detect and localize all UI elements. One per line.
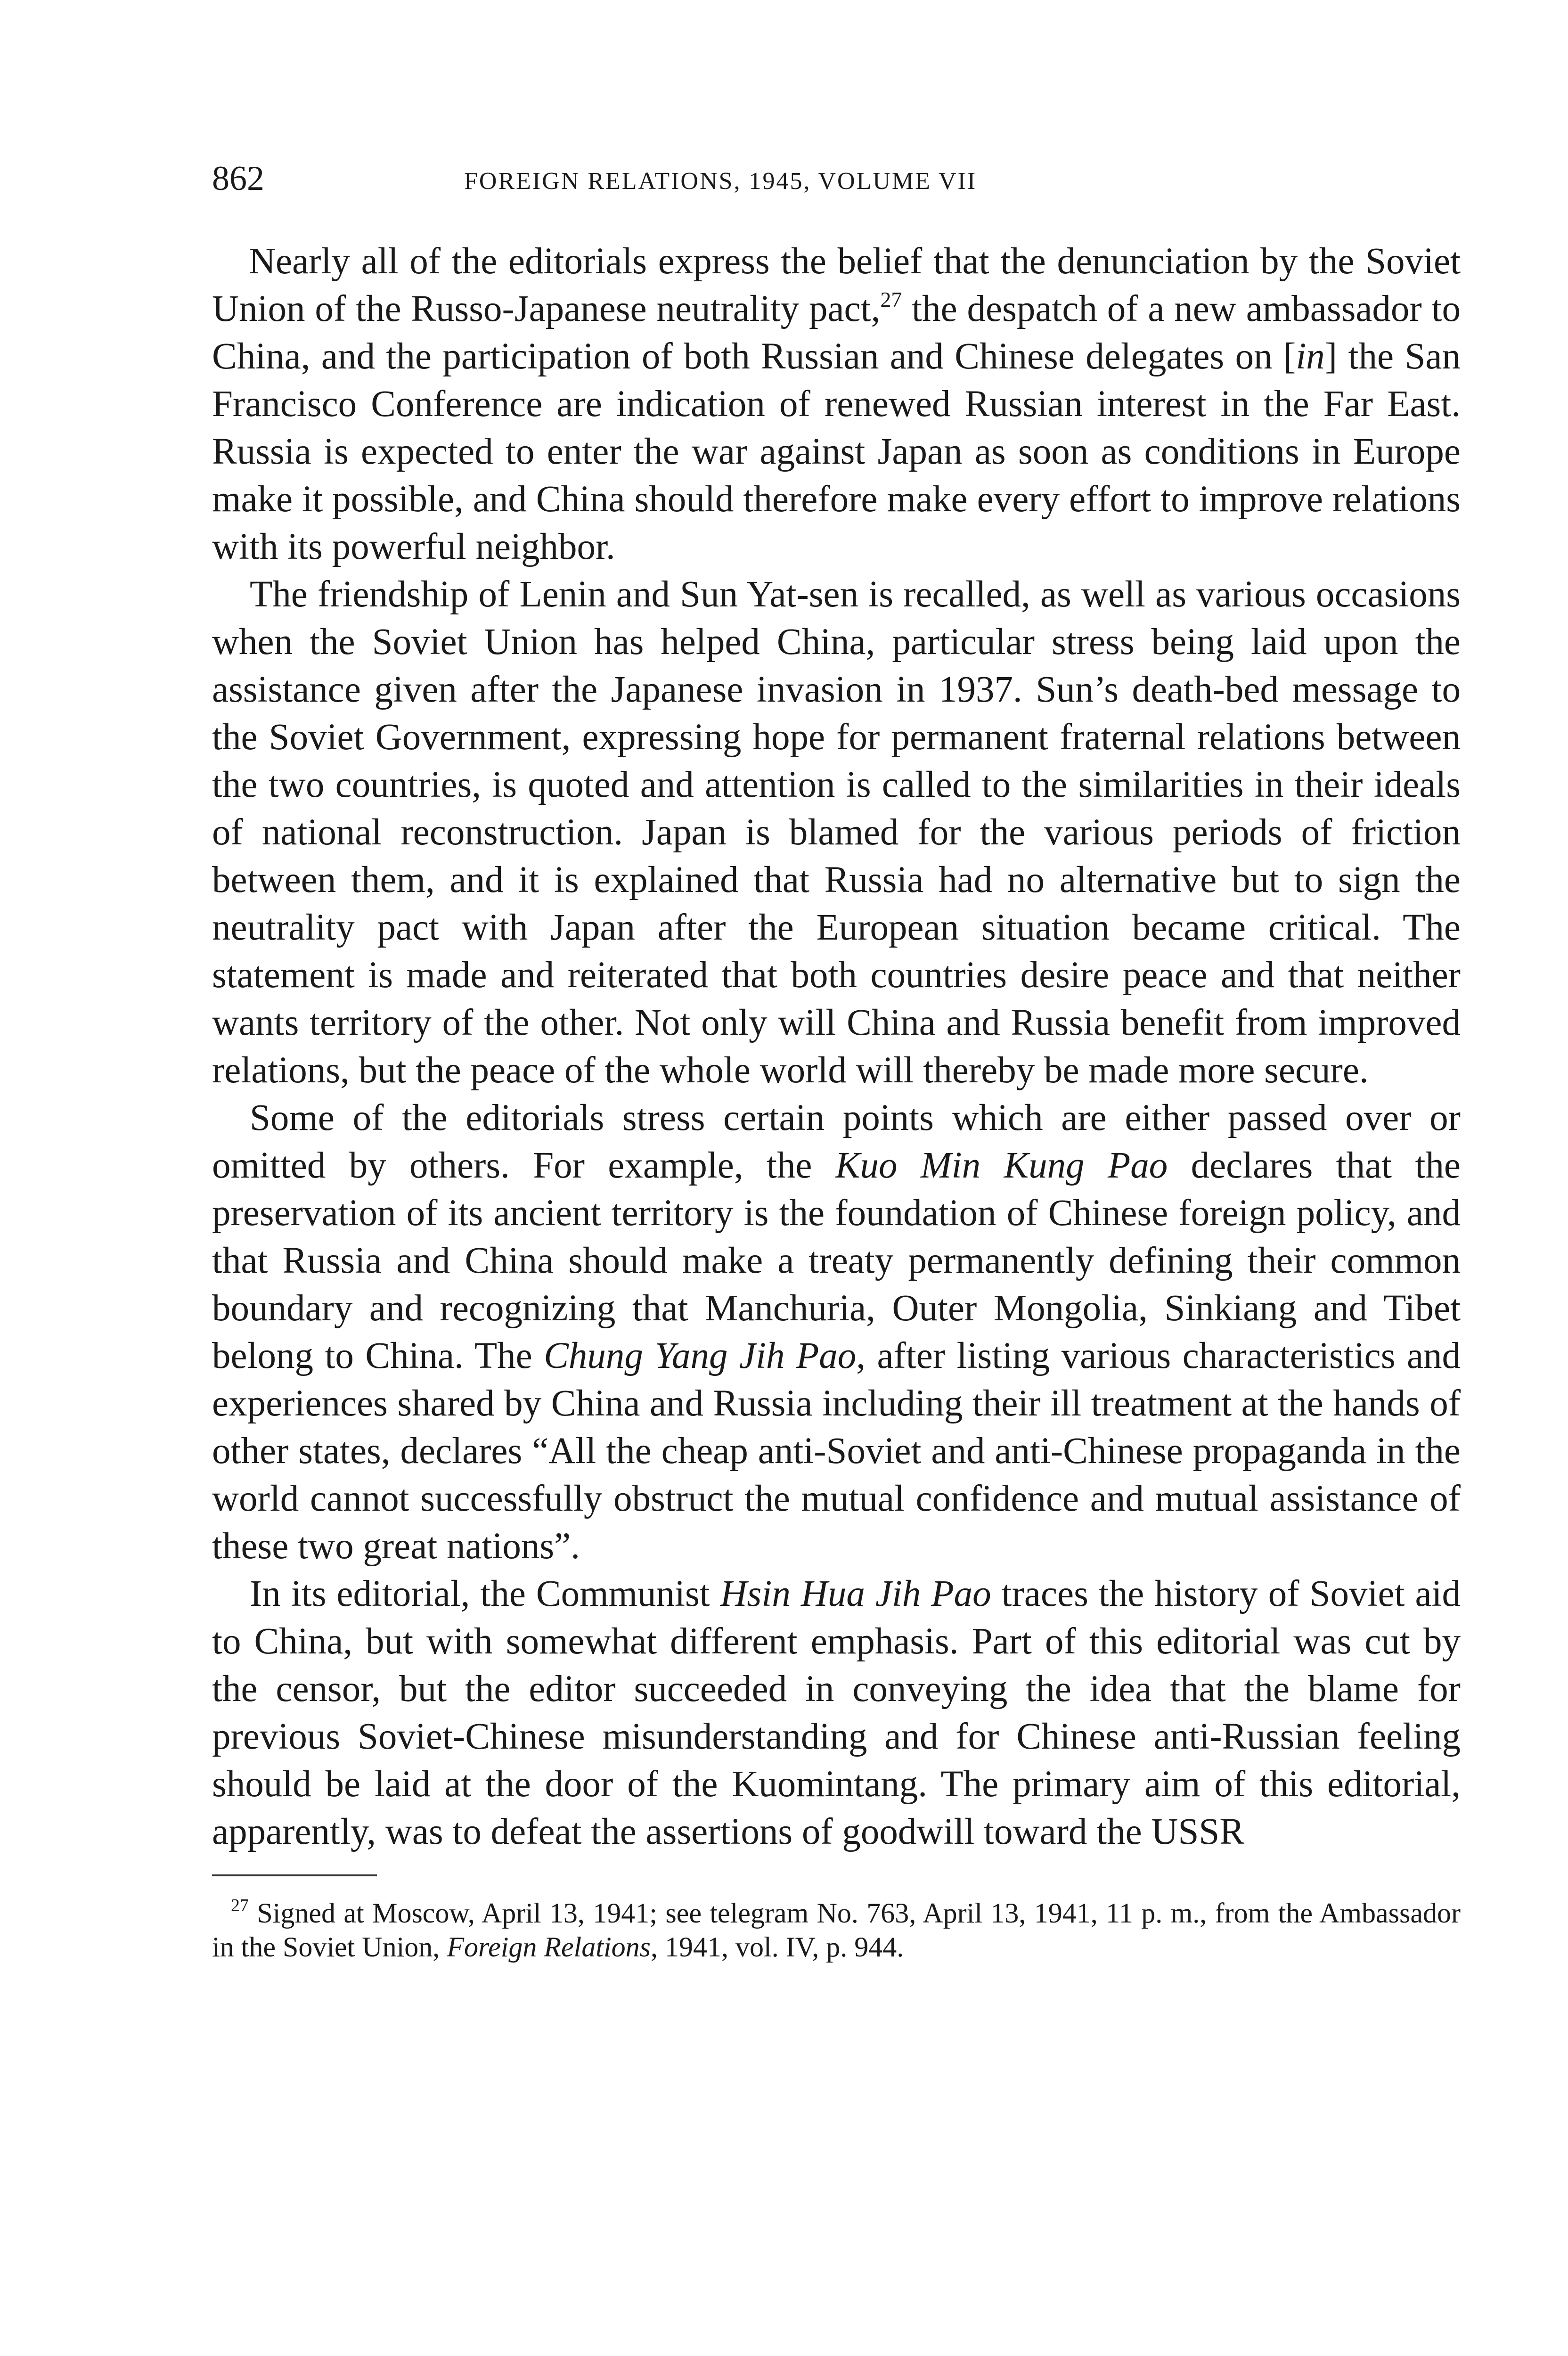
paragraph-3-text-e: , after listing various characteristics and experiences shared by China and Russia including their ill treatment at the hands of other states, declares “All the cheap anti-Soviet and anti-Chinese propaganda in the world cannot successfully obstruct the mutual confidence and mutual assistance of these two great nations”. (212, 1335, 1461, 1567)
newspaper-title-hsin-hua-jih-pao: Hsin Hua Jih Pao (720, 1573, 991, 1614)
footnote-text-a: Signed at Moscow, April 13, 1941; see telegram No. 763, April 13, 1941, 11 p. m., from the Ambassador in the Soviet Union, (212, 1898, 1461, 1963)
paragraph-1-text-d: ] the San Francisco Conference are indication of renewed Russian interest in the Far East. Russia is expected to enter the war against Japan as soon as conditions in Europe make it possible, and China should therefore make every effort to improve relations with its powerful neighbor. (212, 336, 1461, 567)
footnote-reference-27: 27 (880, 287, 902, 311)
paragraph-2: The friendship of Lenin and Sun Yat-sen is recalled, as well as various occasions when the Soviet Union has helped China, particular stress being laid upon the assistance given after the Japanese invasion in 1937. Sun’s death-bed message to the Soviet Government, expressing hope for permanent fraternal relations between the two countries, is quoted and attention is called to the similarities in their ideals of national reconstruction. Japan is blamed for the various periods of friction between them, and it is explained that Russia had no alternative but to sign the neutrality pact with Japan after the European situation became critical. The statement is made and reiterated that both countries desire peace and that neither wants territory of the other. Not only will China and Russia benefit from improved relations, but the peace of the whole world will thereby be made more secure. (212, 574, 1461, 1091)
paragraph-3-text-c: declares that the preservation of its ancient territory is the foundation of Chinese foreign policy, and that Russia and China should make a treaty permanently defining their common boundary and recognizing that Manchuria, Outer Mongolia, Sinkiang and Tibet belong to China. The (212, 1145, 1461, 1376)
paragraph-1 (212, 237, 1461, 571)
newspaper-title-chung-yang-jih-pao: Chung Yang Jih Pao (544, 1335, 857, 1376)
paragraph-3-text-a: Some of the editorials stress certain points which are either passed over or omitted by others. For example, the (212, 1097, 1461, 1186)
footnote-divider (212, 1874, 377, 1876)
paragraph-1-italic-in: in (1296, 336, 1325, 377)
footnote-text-c: , 1941, vol. IV, p. 944. (651, 1931, 904, 1963)
paragraph-4 (212, 1570, 1461, 1856)
footnote-italic-foreign-relations: Foreign Relations (447, 1931, 651, 1963)
document-page (212, 155, 1461, 1964)
running-title: FOREIGN RELATIONS, 1945, VOLUME VII (464, 168, 977, 195)
newspaper-title-kuo-min-kung-pao: Kuo Min Kung Pao (835, 1145, 1168, 1186)
footnote-mark: 27 (231, 1896, 249, 1915)
running-header (212, 155, 1461, 217)
paragraph-4-text-c: traces the history of Soviet aid to China, but with somewhat different emphasis. Part of this editorial was cut by the censor, but the editor succeeded in conveying the idea that the blame for previous Soviet-Chinese misunderstanding and for Chinese anti-Russian feeling should be laid at the door of the Kuomintang. The primary aim of this editorial, apparently, was to defeat the assertions of goodwill toward the USSR (212, 1573, 1461, 1852)
page-number: 862 (212, 159, 264, 198)
paragraph-3 (212, 1094, 1461, 1570)
footnote-27 (212, 1896, 1461, 1964)
body-text (212, 237, 1461, 1856)
paragraph-1-text-a: Nearly all of the editorials express the belief that the denunciation by the Soviet Union of the Russo-Japanese neutrality pact, (212, 241, 1461, 329)
paragraph-4-text-a: In its editorial, the Communist (250, 1573, 720, 1614)
paragraph-1-text-b: the despatch of a new ambassador to China, and the participation of both Russian and Chinese delegates on [ (212, 288, 1461, 377)
